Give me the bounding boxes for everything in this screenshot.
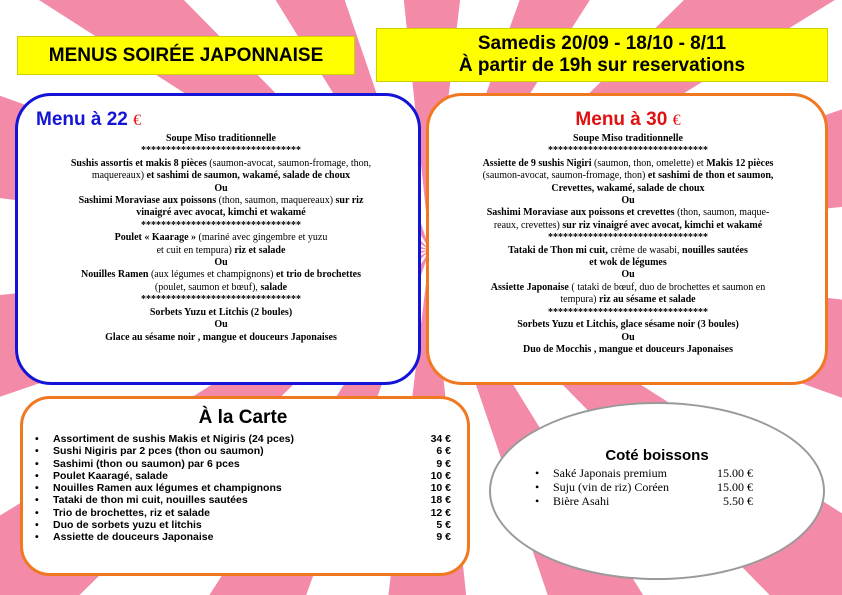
drinks-title: Coté boissons — [605, 447, 709, 464]
drink-item: • Suju (vin de riz) Coréen 15.00 € — [535, 480, 753, 494]
date-banner — [376, 28, 828, 82]
menu-line: Tataki de Thon mi cuit, crème de wasabi, nouilles sautées — [508, 244, 748, 256]
menu-30-card — [426, 93, 828, 385]
menu-line: (poulet, saumon et bœuf), salade — [154, 281, 288, 293]
menu-line: Crevettes, wakamé, salade de choux — [551, 182, 705, 194]
drink-item: • Bière Asahi 5.50 € — [535, 494, 753, 508]
menu-line: maquereaux) et sashimi de saumon, wakamé, salade de choux — [91, 170, 351, 182]
carte-list — [35, 433, 451, 544]
separator: ******************************** — [141, 294, 301, 306]
or-label: Ou — [214, 257, 228, 269]
drinks-card — [489, 402, 825, 580]
or-label: Ou — [621, 331, 635, 343]
separator: ******************************** — [548, 145, 708, 157]
euro-symbol: € — [672, 112, 681, 129]
menu-line: Soupe Miso traditionnelle — [572, 133, 683, 144]
carte-title: À la Carte — [198, 407, 288, 428]
drinks-list — [535, 466, 753, 508]
menu-line: Poulet « Kaarage » (mariné avec gingembre et yuzu — [114, 232, 328, 244]
menu-line: (saumon-avocat, saumon-fromage, thon) et sashimi de thon et saumon, — [482, 170, 774, 182]
menu-line: Sorbets Yuzu et Litchis, glace sésame noir (3 boules) — [517, 319, 739, 331]
or-label: Ou — [214, 319, 228, 331]
page-title-text: MENUS SOIRÉE JAPONNAISE — [48, 44, 324, 66]
or-label: Ou — [621, 195, 635, 207]
menu-line: tempura) riz au sésame et salade — [560, 294, 696, 306]
dates-text: Samedis 20/09 - 18/10 - 8/11 — [477, 33, 727, 54]
euro-symbol: € — [133, 112, 142, 129]
carte-item: • Poulet Kaaragé, salade 10 € — [35, 469, 451, 482]
separator: ******************************** — [548, 306, 708, 318]
drink-item: • Saké Japonais premium 15.00 € — [535, 466, 753, 480]
or-label: Ou — [214, 182, 228, 194]
menu-line: Sashimi Moraviase aux poissons (thon, saumon, maquereaux) sur riz — [78, 195, 364, 207]
menu-line: Duo de Mocchis , mangue et douceurs Japonaises — [522, 343, 733, 355]
separator: ******************************** — [548, 232, 708, 244]
menu-line: Sorbets Yuzu et Litchis (2 boules) — [149, 306, 293, 318]
separator: ******************************** — [141, 219, 301, 231]
menu-line: Sushis assortis et makis 8 pièces (saumon-avocat, saumon-fromage, thon, — [70, 157, 372, 169]
separator: ******************************** — [141, 145, 301, 157]
menu-line: Assiette de 9 sushis Nigiri (saumon, thon, omelette) et Makis 12 pièces — [482, 157, 774, 169]
menu-22-heading: Menu à 22 € — [36, 109, 142, 130]
menu-line: Nouilles Ramen (aux légumes et champignons) et trio de brochettes — [80, 269, 362, 281]
menu-line: et cuit en tempura) riz et salade — [156, 244, 286, 256]
menu-line: reaux, crevettes) sur riz vinaigré avec avocat, kimchi et wakamé — [493, 219, 763, 231]
menu-line: Assiette Japonaise ( tataki de bœuf, duo de brochettes et saumon en — [490, 281, 766, 293]
a-la-carte-card — [20, 396, 470, 576]
menu-line: Soupe Miso traditionnelle — [165, 133, 276, 144]
or-label: Ou — [621, 269, 635, 281]
menu-line: Glace au sésame noir , mangue et douceurs Japonaises — [105, 331, 337, 343]
menu-22-card — [15, 93, 421, 385]
carte-item: • Tataki de thon mi cuit, nouilles sautées 18 € — [35, 494, 451, 507]
time-text: À partir de 19h sur reservations — [458, 55, 746, 76]
carte-item: • Duo de sorbets yuzu et litchis 5 € — [35, 519, 451, 532]
page-title — [17, 36, 355, 75]
menu-30-heading: Menu à 30 € — [575, 109, 681, 130]
menu-line: vinaigré avec avocat, kimchi et wakamé — [136, 207, 306, 219]
menu-line: et wok de légumes — [589, 257, 667, 269]
carte-item: • Assiette de douceurs Japonaise 9 € — [35, 531, 451, 544]
carte-item: • Assortiment de sushis Makis et Nigiris (24 pces) 34 € — [35, 433, 451, 445]
carte-item: • Sushi Nigiris par 2 pces (thon ou saumon) 6 € — [35, 445, 451, 458]
carte-item: • Sashimi (thon ou saumon) par 6 pces 9 € — [35, 457, 451, 470]
carte-item: • Trio de brochettes, riz et salade 12 € — [35, 506, 451, 519]
carte-item: • Nouilles Ramen aux légumes et champignons 10 € — [35, 482, 451, 495]
menu-line: Sashimi Moraviase aux poissons et crevettes (thon, saumon, maque- — [486, 207, 770, 219]
